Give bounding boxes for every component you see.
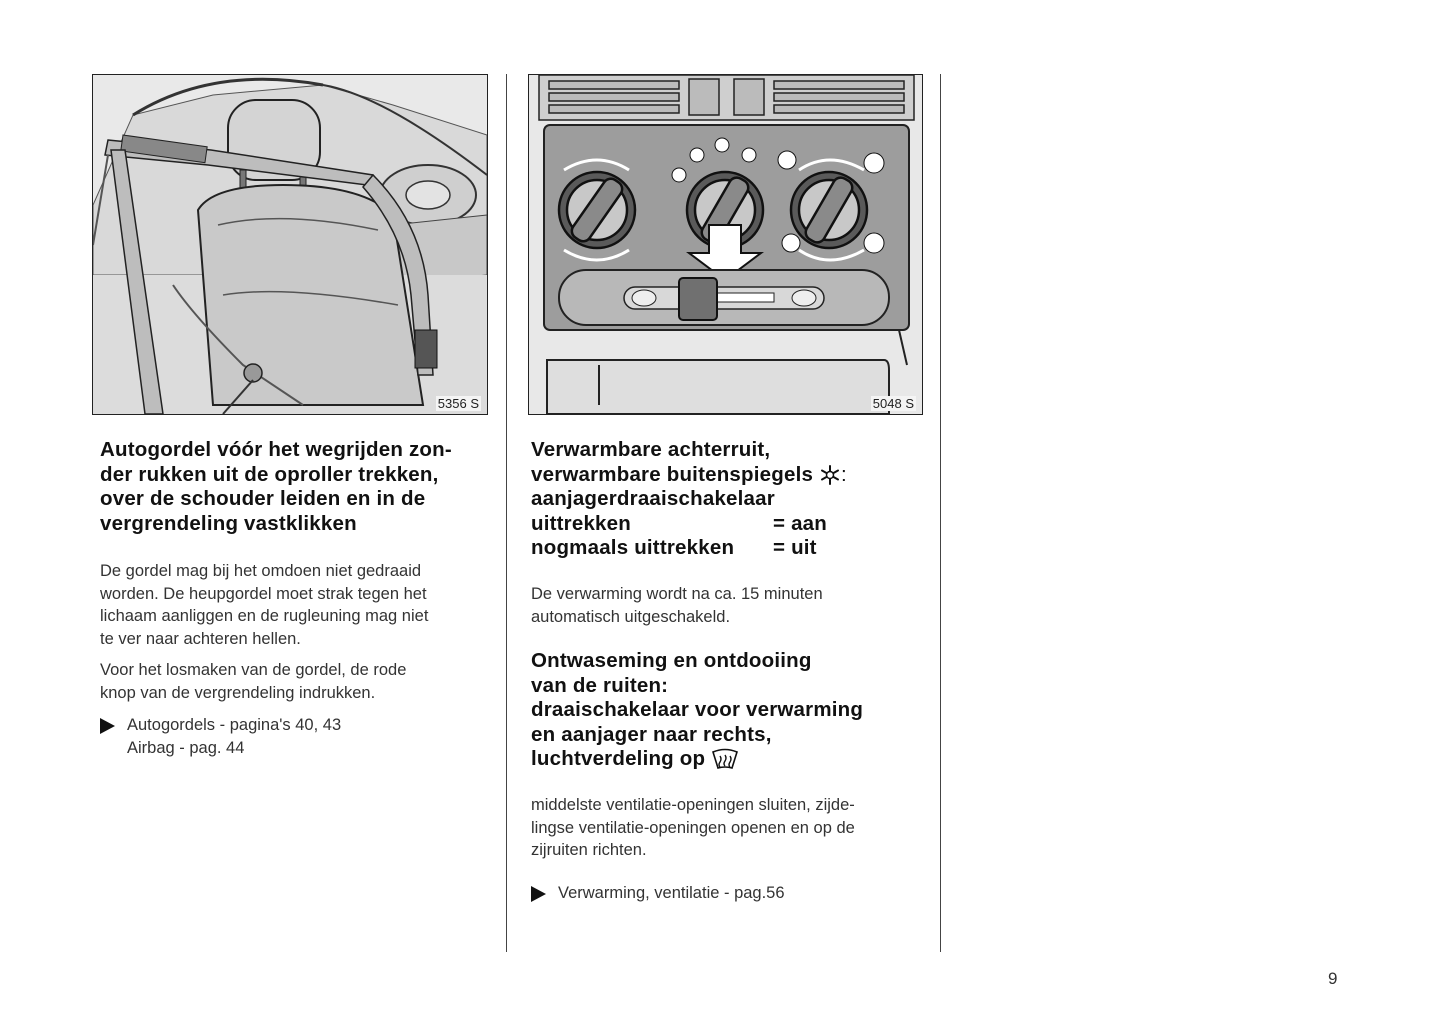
text-line: lichaam aanliggen en de rugleuning mag niet xyxy=(100,607,429,625)
heading-line xyxy=(531,463,847,488)
heading-text: luchtverdeling op xyxy=(531,747,706,770)
text-line: automatisch uitgeschakeld. xyxy=(531,607,731,626)
heading-line: Autogordel vóór het wegrijden zon- xyxy=(100,438,452,461)
heading-text: verwarmbare buitenspiegels xyxy=(531,462,814,486)
heading-line xyxy=(531,747,863,772)
heading-line: aanjagerdraaischakelaar xyxy=(531,487,775,510)
switch-action: nogmaals uittrekken xyxy=(531,536,735,559)
heading-line: draaischakelaar voor verwarming xyxy=(531,698,864,721)
figure-code-left: 5356 S xyxy=(437,396,479,411)
seat-belt-paragraph-1 xyxy=(100,560,428,650)
defrost-paragraph xyxy=(531,794,855,862)
text-line: middelste ventilatie-openingen sluiten, zijde- xyxy=(531,796,855,814)
seat-belt-paragraph-2 xyxy=(100,659,406,704)
text-line: lingse ventilatie-openingen openen en op de xyxy=(531,818,855,837)
seat-belt-cross-reference xyxy=(100,714,341,759)
text-line: De gordel mag bij het omdoen niet gedraaid xyxy=(100,562,422,580)
heating-timeout-paragraph xyxy=(531,583,823,628)
seat-belt-heading xyxy=(100,438,452,536)
heading-suffix: : xyxy=(840,462,847,486)
defrost-heading xyxy=(531,649,863,772)
fan-symbol-icon xyxy=(819,464,841,486)
switch-state-row xyxy=(531,512,847,537)
heading-line: en aanjager naar rechts, xyxy=(531,722,772,746)
windscreen-defrost-icon xyxy=(711,748,739,772)
text-line: te ver naar achteren hellen. xyxy=(100,629,301,648)
column-rule-right xyxy=(940,74,941,952)
figure-code-right: 5048 S xyxy=(872,396,914,411)
text-line: De verwarming wordt na ca. 15 minuten xyxy=(531,585,823,603)
heading-line: vergrendeling vastklikken xyxy=(100,511,357,535)
heading-line: Verwarmbare achterruit, xyxy=(531,438,771,461)
ventilation-cross-reference xyxy=(531,882,785,905)
text-line: worden. De heupgordel moet strak tegen het xyxy=(100,584,427,603)
seat-belt-figure xyxy=(92,74,488,415)
reference-link[interactable]: Airbag - pag. 44 xyxy=(127,738,245,757)
reference-link[interactable]: Autogordels - pagina's 40, 43 xyxy=(127,716,342,734)
switch-action: uittrekken xyxy=(531,511,631,535)
reference-arrow-icon xyxy=(100,718,115,734)
heading-line: der rukken uit de oproller trekken, xyxy=(100,462,439,486)
reference-link[interactable]: Verwarming, ventilatie - pag.56 xyxy=(558,884,785,902)
rear-window-heating-heading xyxy=(531,438,847,561)
seat-belt-illustration xyxy=(93,75,487,414)
text-line: Voor het losmaken van de gordel, de rode xyxy=(100,661,407,679)
heading-line: van de ruiten: xyxy=(531,673,669,697)
heater-controls-illustration xyxy=(529,75,922,414)
heading-line: over de schouder leiden en in de xyxy=(100,487,426,510)
page-number: 9 xyxy=(1328,969,1338,988)
reference-arrow-icon xyxy=(531,886,546,902)
text-line: zijruiten richten. xyxy=(531,841,647,859)
switch-result: = aan xyxy=(773,511,827,535)
text-line: knop van de vergrendeling indrukken. xyxy=(100,683,376,702)
heater-controls-figure xyxy=(528,74,923,415)
switch-state-row xyxy=(531,536,847,561)
column-rule-middle xyxy=(506,74,507,952)
heading-line: Ontwaseming en ontdooiing xyxy=(531,649,812,672)
switch-result: = uit xyxy=(773,536,817,559)
